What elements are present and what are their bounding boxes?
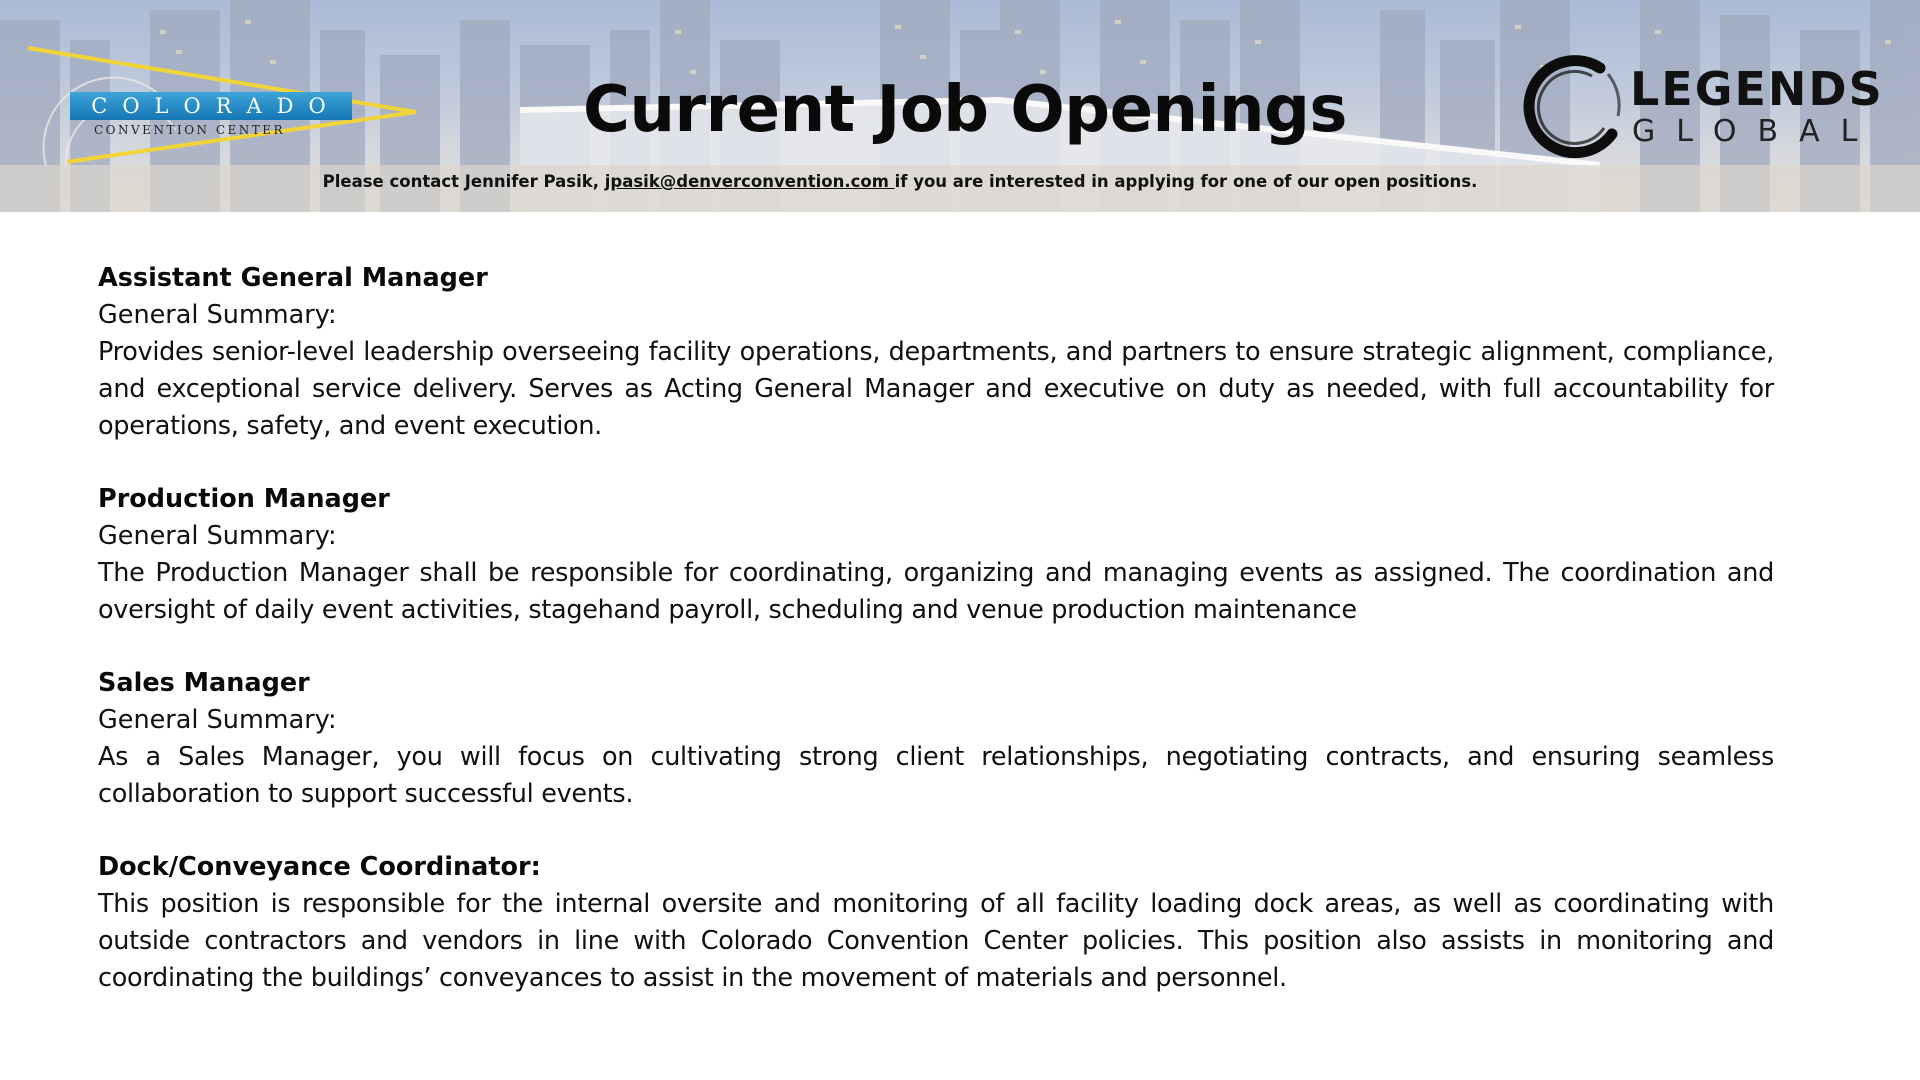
page-title: Current Job Openings: [583, 73, 1347, 147]
job-title: Dock/Conveyance Coordinator:: [98, 852, 541, 882]
colorado-wordmark: COLORADO: [70, 92, 352, 120]
job-listing: [98, 849, 1774, 997]
legends-wordmark: LEGENDS: [1630, 62, 1884, 116]
header-banner: [0, 0, 1920, 212]
convention-center-subtitle: CONVENTION CENTER: [94, 123, 286, 137]
job-description: The Production Manager shall be responsible for coordinating, organizing and managing events as assigned. The coordination and oversight of daily event activities, stagehand payroll, scheduling and venue production maintenance: [98, 558, 1774, 625]
job-description: As a Sales Manager, you will focus on cultivating strong client relationships, negotiating contracts, and ensuring seamless collaboration to support successful events.: [98, 742, 1774, 809]
general-summary-label: General Summary:: [98, 521, 337, 551]
job-description: This position is responsible for the internal oversite and monitoring of all facility loading dock areas, as well as coordinating with outside contractors and vendors in line with Colorado Convention Center policies. This position also assists in monitoring and coordinating the buildings’ conveyances to assist in the movement of materials and personnel.: [98, 889, 1774, 993]
job-description: Provides senior-level leadership overseeing facility operations, departments, and partners to ensure strategic alignment, compliance, and exceptional service delivery. Serves as Acting General Manager and executive on duty as needed, with full accountability for operations, safety, and event execution.: [98, 337, 1774, 441]
general-summary-label: General Summary:: [98, 300, 337, 330]
contact-suffix: if you are interested in applying for one of our open positions.: [894, 172, 1478, 191]
legends-brush-circle-icon: [1518, 54, 1628, 160]
job-title: Assistant General Manager: [98, 263, 488, 293]
contact-line: [250, 172, 1550, 191]
general-summary-label: General Summary:: [98, 705, 337, 735]
job-title: Production Manager: [98, 484, 390, 514]
contact-email-link[interactable]: jpasik@denverconvention.com: [604, 172, 895, 191]
job-listing: [98, 665, 1774, 813]
job-listing: [98, 260, 1774, 445]
global-subtitle: GLOBAL: [1632, 114, 1879, 149]
contact-prefix: Please contact Jennifer Pasik,: [322, 172, 605, 191]
job-title: Sales Manager: [98, 668, 310, 698]
job-listing: [98, 481, 1774, 629]
job-listings: [98, 260, 1774, 1033]
